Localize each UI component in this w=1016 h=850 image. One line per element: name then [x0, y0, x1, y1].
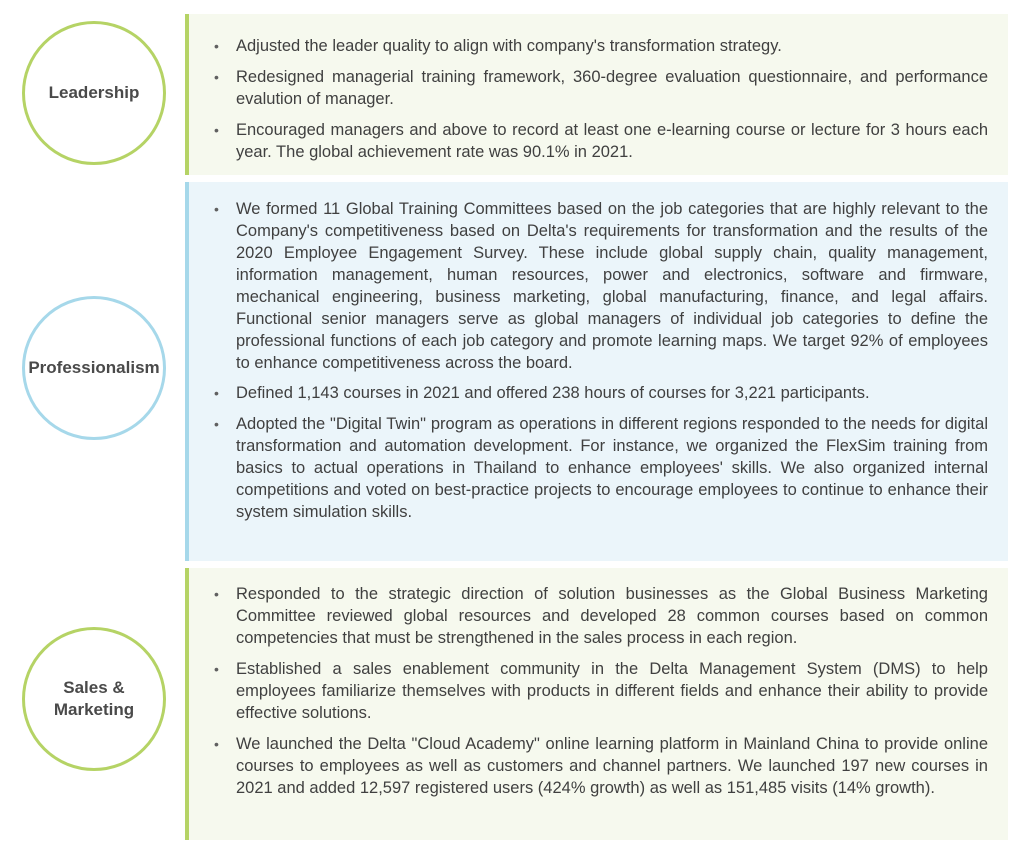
section-panel: [185, 182, 1008, 561]
list-item: • Responded to the strategic direction of solution businesses as the Global Business Marketing Committee reviewed global resources and developed 28 common courses based on common competencies that must be strengthened in the sales process in each region.: [214, 585, 988, 647]
list-item: • Adjusted the leader quality to align with company's transformation strategy.: [214, 37, 782, 55]
bullet-list: [189, 35, 1008, 163]
bullet-icon: •: [214, 38, 219, 54]
section-title-circle: Sales & Marketing: [22, 627, 166, 771]
bullet-icon: •: [214, 416, 219, 432]
bullet-icon: •: [214, 69, 219, 85]
section-title-circle: Professionalism: [22, 296, 166, 440]
list-item: • Encouraged managers and above to record at least one e-learning course or lecture for 3 hours each year. The global achievement rate was 90.1% in 2021.: [214, 121, 988, 161]
bullet-icon: •: [214, 385, 219, 401]
list-item: • Redesigned managerial training framework, 360-degree evaluation questionnaire, and performance evalution of manager.: [214, 68, 988, 108]
bullet-icon: •: [214, 661, 219, 677]
list-item: • Adopted the "Digital Twin" program as operations in different regions responded to the needs for digital transformation and automation development. For instance, we organized the FlexSim training from basics to actual operations in Thailand to enhance employees' skills. We also organized internal competitions and voted on best-practice projects to encourage employees to continue to enhance their system simulation skills.: [214, 415, 988, 521]
list-item: • We launched the Delta "Cloud Academy" online learning platform in Mainland China to provide online courses to employees as well as customers and channel partners. We launched 197 new courses in 2021 and added 12,597 registered users (424% growth) as well as 151,485 visits (14% growth).: [214, 735, 988, 797]
list-item: • Defined 1,143 courses in 2021 and offered 238 hours of courses for 3,221 participants.: [214, 384, 870, 402]
list-item: • Established a sales enablement community in the Delta Management System (DMS) to help employees familiarize themselves with products in different fields and enhance their ability to provide effective solutions.: [214, 660, 988, 722]
section-title-circle: Leadership: [22, 21, 166, 165]
list-item: • We formed 11 Global Training Committees based on the job categories that are highly relevant to the Company's competitiveness based on Delta's requirements for transformation and the results of the 2020 Employee Engagement Survey. These include global supply chain, quality management, information management, human resources, power and electronics, software and firmware, mechanical engineering, business marketing, global manufacturing, finance, and legal affairs. Functional senior managers serve as global managers of individual job categories to define the professional functions of each job category and promote learning maps. We target 92% of employees to enhance competitiveness across the board.: [214, 200, 988, 372]
bullet-list: [189, 583, 1008, 799]
bullet-icon: •: [214, 122, 219, 138]
bullet-icon: •: [214, 201, 219, 217]
bullet-icon: •: [214, 736, 219, 752]
section-panel: [185, 14, 1008, 175]
bullet-list: [189, 198, 1008, 523]
section-panel: [185, 568, 1008, 840]
bullet-icon: •: [214, 586, 219, 602]
